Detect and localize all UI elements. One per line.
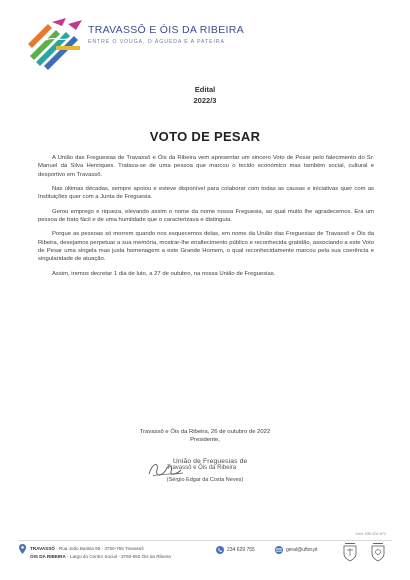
signatory-role: Presidente, [190,437,220,444]
edital-number: 2022/3 [193,96,217,105]
coat-of-arms-icon [342,541,358,563]
email-icon [275,546,283,554]
org-name: TRAVASSÔ E ÓIS DA RIBEIRA [88,24,244,36]
address-ois [30,554,171,559]
stamp-line-2: Travassô e Óis da Ribeira [167,465,237,471]
signature-stamp [145,458,305,488]
parish-logo [26,16,84,70]
paragraph: A União das Freguesias de Travassô e Óis da Ribeira vem apresentar um sincero Voto de Pesar pelo falecimento do Sr. Manuel da Silva Henriques. Tratava-se de uma pessoa que marcou o tecido económico mas também social, cultural e desportivo em Travassô. [38,155,374,178]
address-travasso [30,546,144,551]
address-travasso-label: TRAVASSÔ [30,546,55,551]
phone-icon [216,546,224,554]
stamp-line-1: União de Freguesias de [173,458,248,465]
footer-divider [18,540,392,541]
place-date: Travassô e Óis da Ribeira, 26 de outubro de 2022 [139,429,271,435]
closing-block [0,428,410,445]
edital-label: Edital [194,85,216,94]
paragraph: Gerou emprego e riqueza, elevando assim o nome da nome nossa Freguesia, ao qual muito lhe agradecemos. Era um pessoa de trato fácil e de uma humildade que o caracterizava e distinguia. [38,208,374,224]
phone-number[interactable]: 234 629 755 [227,547,255,553]
header-branding [88,24,244,45]
paragraph: Assim, iremos decretar 1 dia de luto, a 27 de outubro, na nossa União de Freguesias. [52,270,276,277]
signatory-name: (Sérgio Edgar da Costa Neves) [166,477,244,483]
document-body [38,154,374,284]
address-ois-text: - Largo do Centro Social - 3750-650 Óis da Ribeira [65,554,171,559]
paragraph: Nas últimas décadas, sempre apoiou e esteve disponível para colaborar com todas as causas e iniciativas quer com as Instituições quer com a Junta de Freguesia. [38,186,374,201]
document-title: VOTO DE PESAR [149,129,261,144]
edital-heading [0,84,410,106]
address-travasso-text: - Rua João Batista 95 - 3750-755 Travassô [54,546,144,551]
address-ois-label: ÓIS DA RIBEIRA [30,554,66,559]
paragraph: Porque as pessoas só morrem quando nos esquecemos delas, em nome da União das Freguesias de Travassô e Óis da Ribeira, desejamos perpetuar a sua memória, mostrar-lhe enaltecimento público e reconhecida gratidão, associando a este Voto de Pesar uma singela mas justa homenagem a este Grande Homem, o qual reconhecidamente marcou pela sua coerência e singularidade de atuação. [38,231,374,263]
location-pin-icon [19,544,26,554]
coat-of-arms-icon [370,541,386,563]
document-code: Cert. 030 004 671 [355,532,386,536]
email-address[interactable]: geral@uftor.pt [286,547,318,553]
org-tagline: ENTRE O VOUGA, O ÁGUEDA E A PATEIRA [88,39,225,45]
